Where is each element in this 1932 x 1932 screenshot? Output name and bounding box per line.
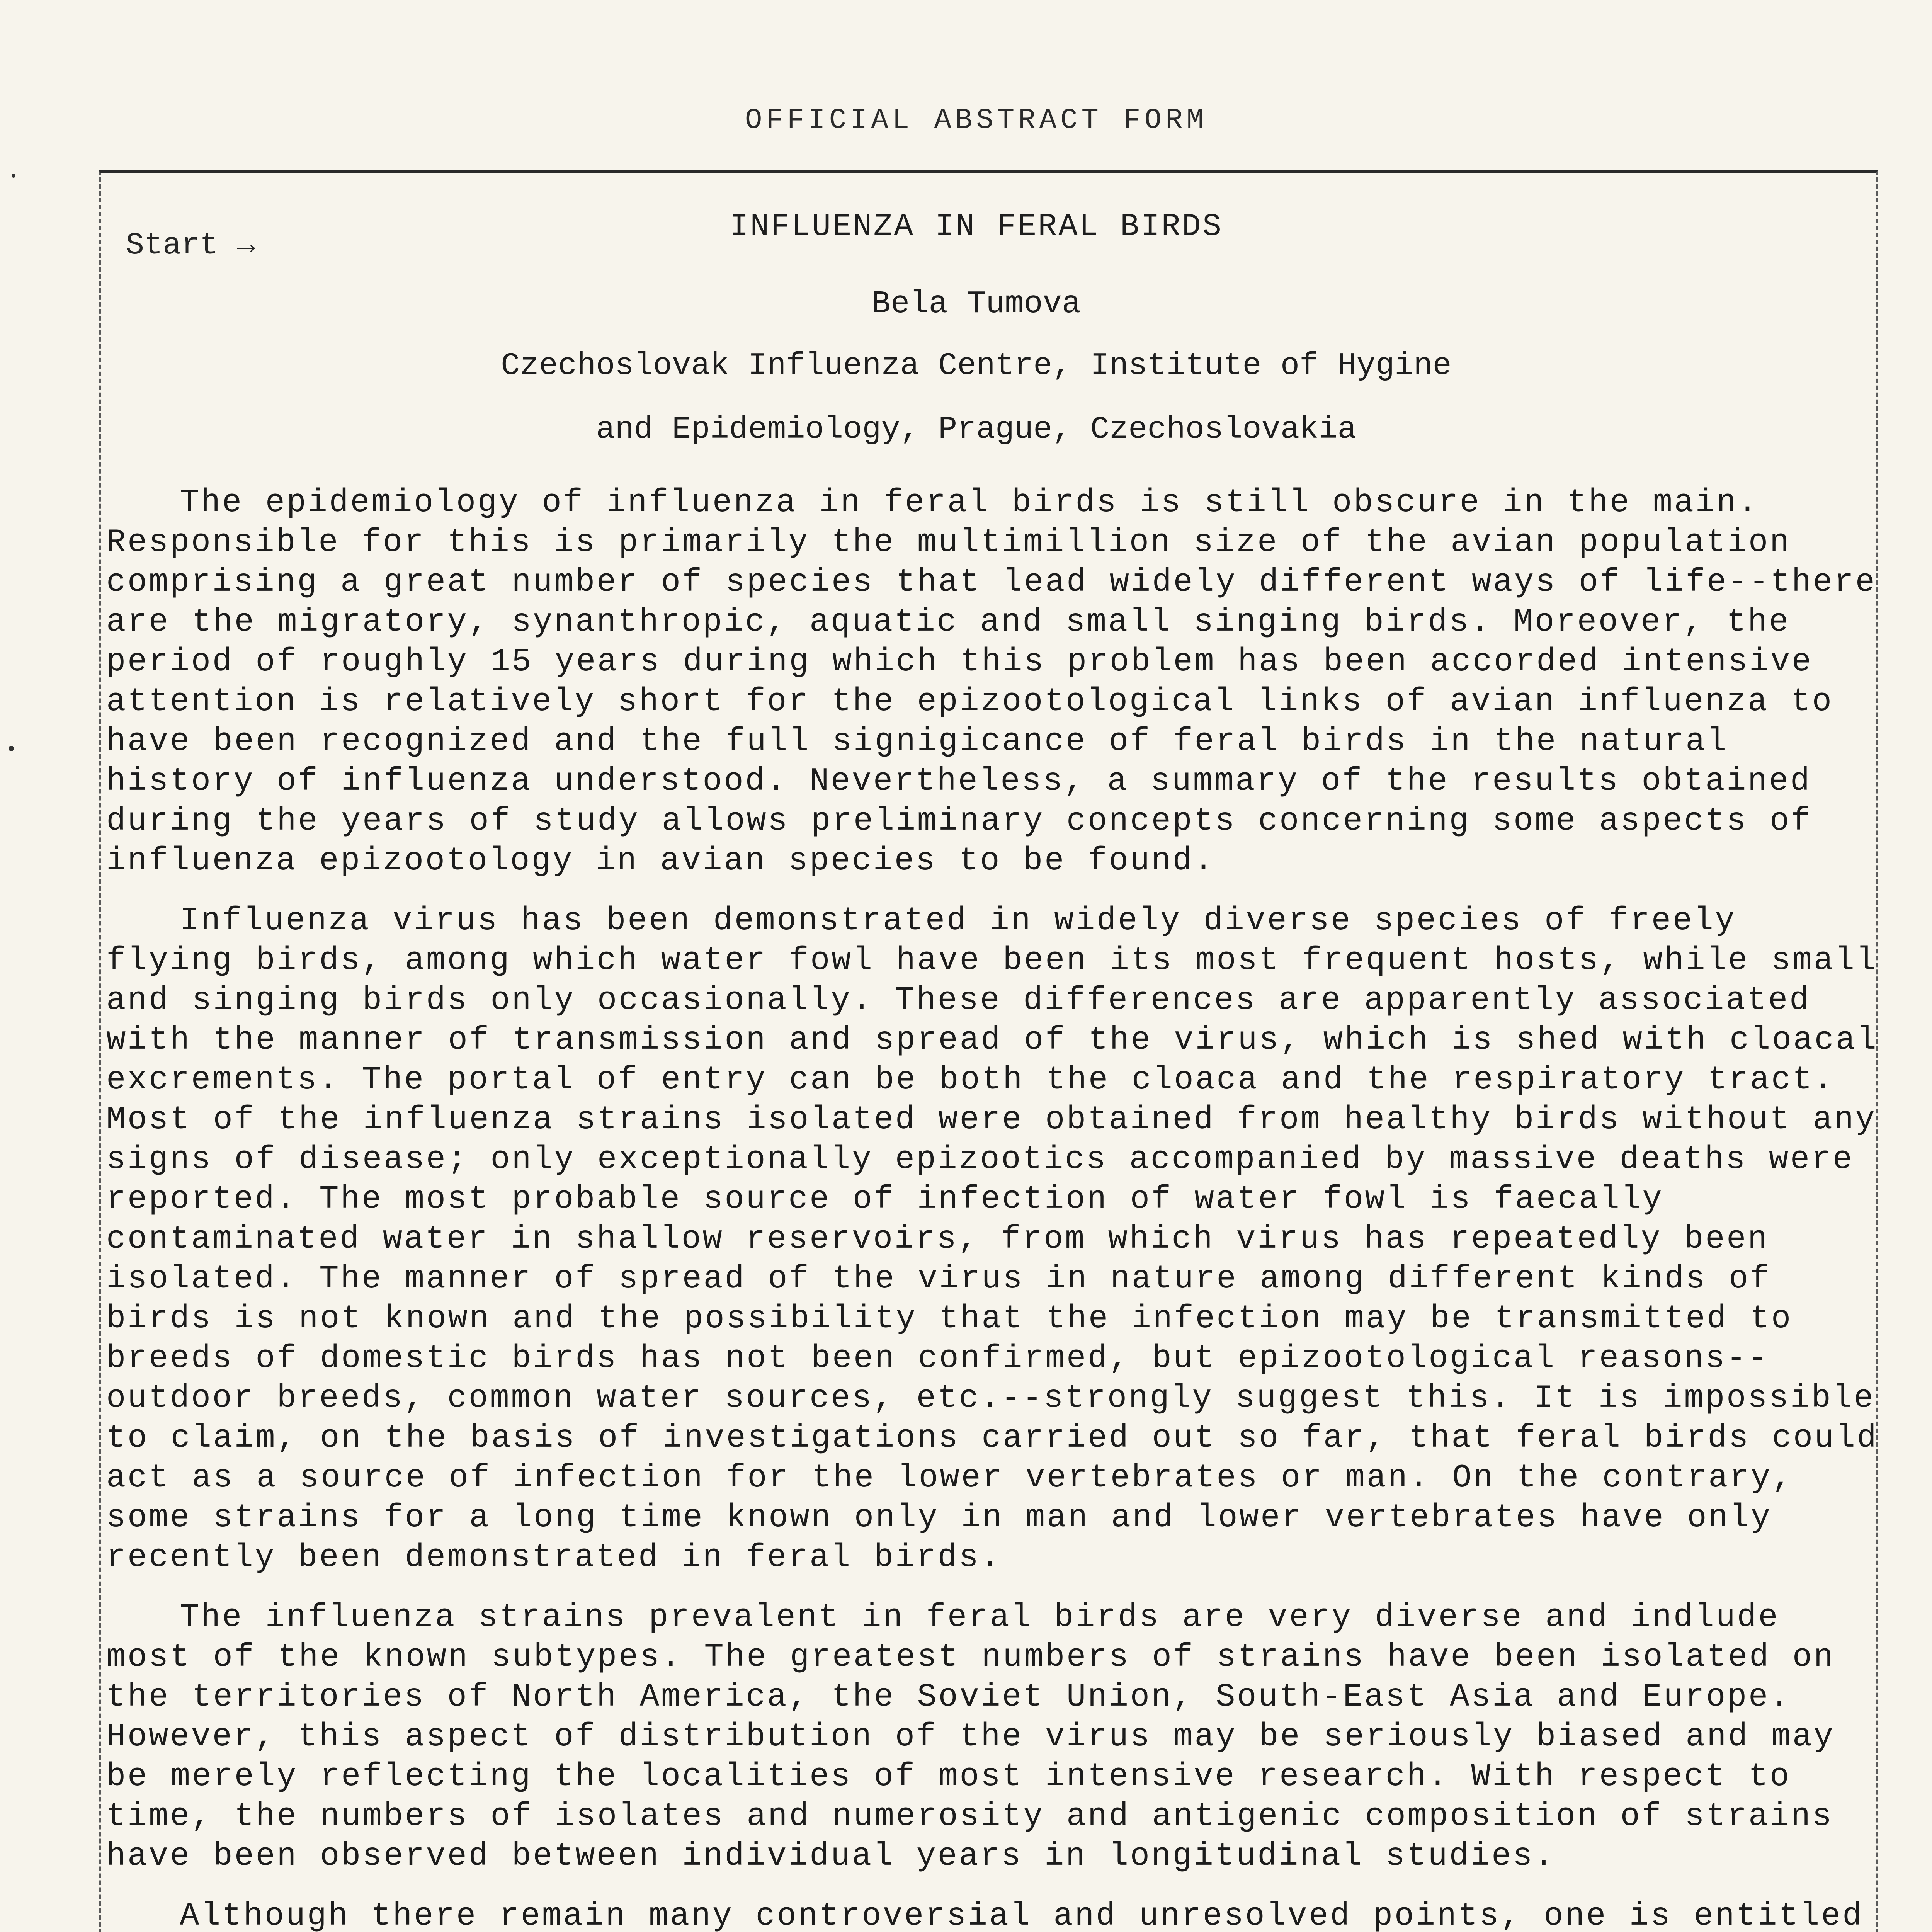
abstract-title: INFLUENZA IN FERAL BIRDS xyxy=(730,209,1223,245)
form-header: OFFICIAL ABSTRACT FORM xyxy=(745,104,1208,137)
abstract-body xyxy=(106,483,1880,1932)
paragraph-4: Although there remain many controversial and unresolved points, one is entitled xyxy=(180,1898,1864,1932)
paragraph-3: The influenza strains prevalent in feral birds are very diverse and indlude most of the known subtypes. The greatest numbers of strains have been isolated on the territories of North America, the Soviet Union, South-East Asia and Europe. However, this aspect of distribution of the virus may be seriously biased and may be merely reflecting the localities of most intensive research. With respect to time, the numbers of isolates and numerosity and antigenic composition of strains have been observed between individual years in longitudinal studies. xyxy=(106,1599,1835,1875)
affiliation-line-1: Czechoslovak Influenza Centre, Institute of Hygine xyxy=(501,348,1452,384)
paragraph-2: Influenza virus has been demonstrated in widely diverse species of freely flying birds, among which water fowl have been its most frequent hosts, while small and singing birds only occasionally. These differences are apparently associated with the manner of transmission and spread of the virus, which is shed with cloacal excrements. The portal of entry can be both the cloaca and the respiratory tract. Most of the influenza strains isolated were obtained from healthy birds without any signs of disease; only exceptionally epizootics accompanied by massive deaths were reported. The most probable source of infection of water fowl is faecally contaminated water in shallow reservoirs, from which virus has repeatedly been isolated. The manner of spread of the virus in nature among different kinds of birds is not known and the possibility that the infection may be transmitted to breeds of domestic birds has not been confirmed, but epizootological reasons--outdoor breeds, common water sources, etc.--strongly suggest this. It is impossible to claim, on the basis of investigations carried out so far, that feral birds could act as a source of infection for the lower vertebrates or man. On the contrary, some strains for a long time known only in man and lower vertebrates have only recently been demonstrated in feral birds. xyxy=(106,903,1878,1576)
margin-speck xyxy=(9,746,14,751)
margin-speck xyxy=(12,174,15,178)
affiliation-line-2: and Epidemiology, Prague, Czechoslovakia xyxy=(596,412,1357,447)
paragraph-1: The epidemiology of influenza in feral birds is still obscure in the main. Responsible for this is primarily the multimillion size of the avian population comprising a great number of species that lead widely different ways of life--there are the migratory, synanthropic, aquatic and small singing birds. Moreover, the period of roughly 15 years during which this problem has been accorded intensive attention is relatively short for the epizootological links of avian influenza to have been recognized and the full signigicance of feral birds in the natural history of influenza understood. Nevertheless, a summary of the results obtained during the years of study allows preliminary concepts concerning some aspects of influenza epizootology in avian species to be found. xyxy=(106,485,1877,879)
author-name: Bela Tumova xyxy=(871,286,1081,322)
start-marker: Start → xyxy=(126,228,256,263)
